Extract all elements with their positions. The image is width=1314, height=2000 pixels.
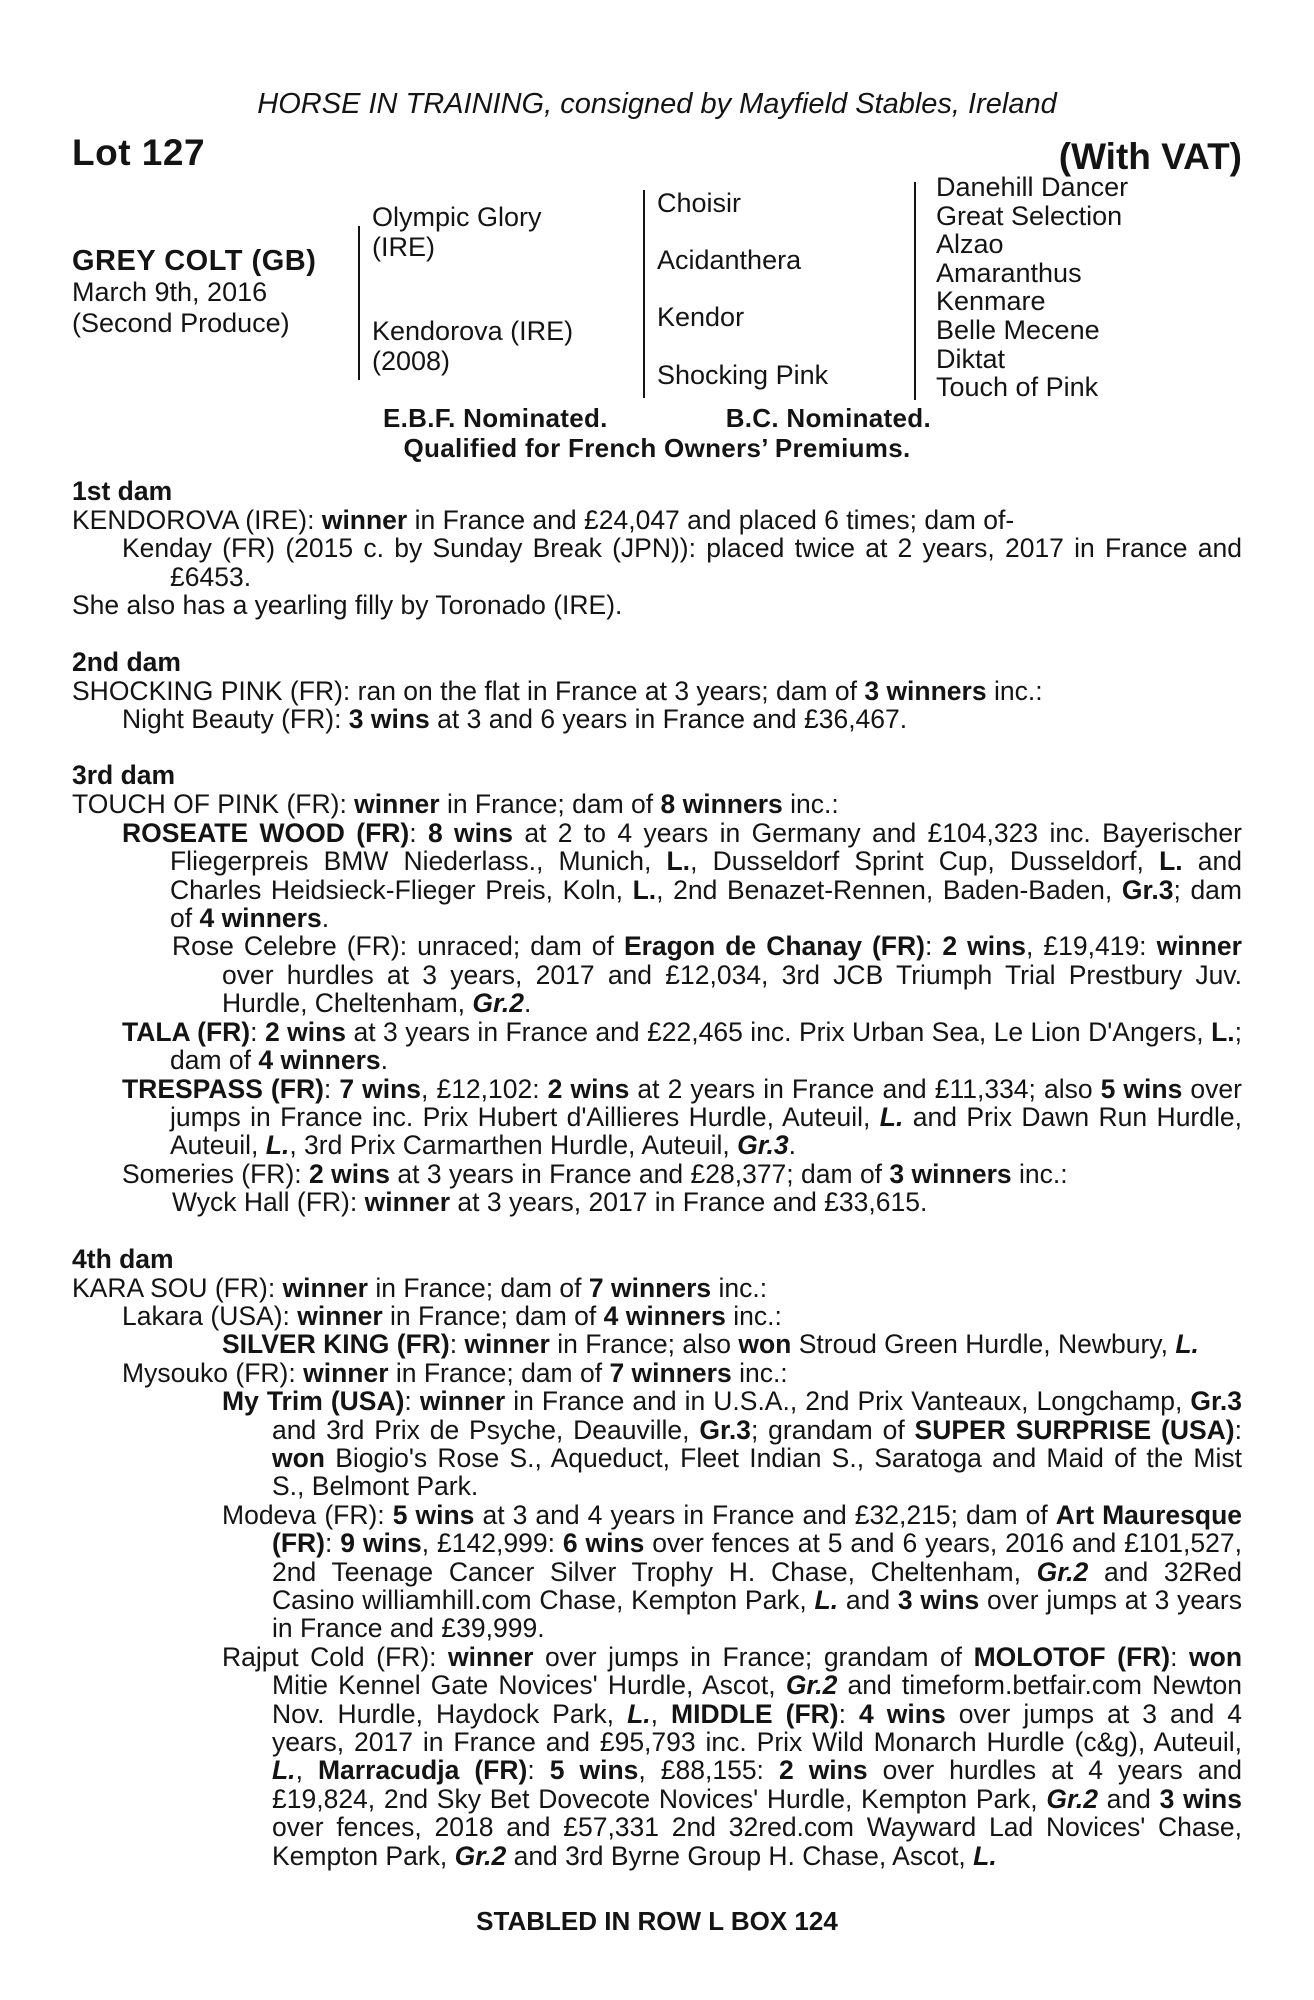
produce-entry: Lakara (USA): winner in France; dam of 4 winners inc.: — [122, 1300, 782, 1331]
vat-note: (With VAT) — [1058, 136, 1242, 177]
pedigree-gen2-dam-sire: Kendor — [657, 302, 745, 332]
section-heading: 3rd dam — [72, 760, 176, 791]
produce-entry: ROSEATE WOOD (FR): 8 wins at 2 to 4 years in Germany and £104,323 inc. Bayerischer Fliegerpreis BMW Niederlass., Munich, L., Dusseldorf Sprint Cup, Dusseldorf, L. and Charles Heidsieck-Flieger Preis, Koln, L., 2nd Benazet-Rennen, Baden-Baden, Gr.3; dam of 4 winners. — [122, 817, 1242, 934]
pedigree-dam: Kendorova (IRE) (2008) — [372, 316, 574, 376]
dam-entry: KENDOROVA (IRE): winner in France and £24,047 and placed 6 times; dam of- — [72, 505, 1015, 535]
dam-entry: SHOCKING PINK (FR): ran on the flat in France at 3 years; dam of 3 winners inc.: — [72, 675, 1043, 706]
produce-entry: Night Beauty (FR): 3 wins at 3 and 6 years in France and £36,467. — [122, 704, 908, 735]
pedigree-bracket — [358, 226, 360, 380]
section-heading: 2nd dam — [72, 646, 181, 677]
pedigree-bracket — [914, 182, 916, 400]
nominations-line — [0, 403, 1314, 434]
produce-entry: Kenday (FR) (2015 c. by Sunday Break (JPN)): placed twice at 2 years, 2017 in France and £6453. — [122, 533, 1242, 592]
stabling-note: STABLED IN ROW L BOX 124 — [476, 1906, 838, 1936]
consignment-line: HORSE IN TRAINING, consigned by Mayfield Stables, Ireland — [257, 88, 1057, 120]
french-premiums: Qualified for French Owners’ Premiums. — [403, 433, 911, 463]
produce-entry: Modeva (FR): 5 wins at 3 and 4 years in France and £32,215; dam of Art Mauresque (FR): 9 wins, £142,999: 6 wins over fences at 5 and 6 years, 2016 and £101,527, 2nd Teenage Cancer Silver Trophy H. Chase, Cheltenham, Gr.2 and 32Red Casino williamhill.com Chase, Kempton Park, L. and 3 wins over jumps at 3 years in France and £39,999. — [222, 1499, 1243, 1644]
produce-entry: Rose Celebre (FR): unraced; dam of Eragon de Chanay (FR): 2 wins, £19,419: winner over hurdles at 3 years, 2017 and £12,034, 3rd JCB Triumph Trial Prestbury Juv. Hurdle, Cheltenham, Gr.2. — [172, 931, 1242, 1019]
produce-entry: Wyck Hall (FR): winner at 3 years, 2017 in France and £33,615. — [172, 1187, 928, 1218]
pedigree-notes — [72, 476, 1242, 1870]
pedigree-gen3: Danehill Dancer Great Selection Alzao Amaranthus Kenmare Belle Mecene Diktat Touch of Pink — [936, 172, 1129, 403]
produce-entry: Mysouko (FR): winner in France; dam of 7 winners inc.: — [122, 1357, 788, 1388]
dam-entry: KARA SOU (FR): winner in France; dam of 7 winners inc.: — [72, 1272, 768, 1303]
pedigree-gen2-sire: Choisir — [657, 188, 742, 218]
subject-info — [72, 246, 316, 339]
pedigree-gen2-dam-dam: Shocking Pink — [657, 360, 829, 390]
produce-note: She also has a yearling filly by Toronado (IRE). — [72, 590, 623, 621]
produce-entry: TRESPASS (FR): 7 wins, £12,102: 2 wins at 2 years in France and £11,334; also 5 wins over jumps in France inc. Prix Hubert d'Aillieres Hurdle, Auteuil, L. and Prix Dawn Run Hurdle, Auteuil, L., 3rd Prix Carmarthen Hurdle, Auteuil, Gr.3. — [122, 1073, 1242, 1161]
dam-entry: TOUCH OF PINK (FR): winner in France; dam of 8 winners inc.: — [72, 789, 839, 820]
bc-nomination: B.C. Nominated. — [725, 403, 931, 433]
produce-entry: My Trim (USA): winner in France and in U.S.A., 2nd Prix Vanteaux, Longchamp, Gr.3 and 3rd Prix de Psyche, Deauville, Gr.3; grandam of SUPER SURPRISE (USA): won Biogio's Rose S., Aqueduct, Fleet Indian S., Saratoga and Maid of the Mist S., Belmont Park. — [222, 1386, 1242, 1502]
produce-entry: Rajput Cold (FR): winner over jumps in France; grandam of MOLOTOF (FR): won Mitie Kennel Gate Novices' Hurdle, Ascot, Gr.2 and timeform.betfair.com Newton Nov. Hurdle, Haydock Park, L., MIDDLE (FR): 4 wins over jumps at 3 and 4 years, 2017 in France and £95,793 inc. Prix Wild Monarch Hurdle (c&g), Auteuil, L., Marracudja (FR): 5 wins, £88,155: 2 wins over hurdles at 4 years and £19,824, 2nd Sky Bet Dovecote Novices' Hurdle, Kempton Park, Gr.2 and 3 wins over fences, 2018 and £57,331 2nd 32red.com Wayward Lad Novices' Chase, Kempton Park, Gr.2 and 3rd Byrne Group H. Chase, Ascot, L. — [222, 1641, 1243, 1871]
foaling-date: March 9th, 2016 — [72, 277, 268, 307]
pedigree-bracket — [643, 190, 645, 398]
section-heading: 1st dam — [72, 476, 173, 506]
produce-note: (Second Produce) — [72, 308, 290, 338]
ebf-nomination: E.B.F. Nominated. — [383, 403, 608, 433]
produce-entry: TALA (FR): 2 wins at 3 years in France and £22,465 inc. Prix Urban Sea, Le Lion D'Angers, L.; dam of 4 winners. — [122, 1016, 1242, 1076]
subject-name: GREY COLT (GB) — [72, 245, 317, 277]
section-heading: 4th dam — [72, 1243, 174, 1274]
pedigree-sire: Olympic Glory (IRE) — [372, 202, 542, 262]
produce-entry: Someries (FR): 2 wins at 3 years in France and £28,377; dam of 3 winners inc.: — [122, 1158, 1068, 1189]
lot-number: Lot 127 — [72, 132, 206, 173]
produce-entry: SILVER KING (FR): winner in France; also won Stroud Green Hurdle, Newbury, L. — [222, 1329, 1199, 1360]
pedigree-gen2-sire-dam: Acidanthera — [657, 245, 802, 275]
